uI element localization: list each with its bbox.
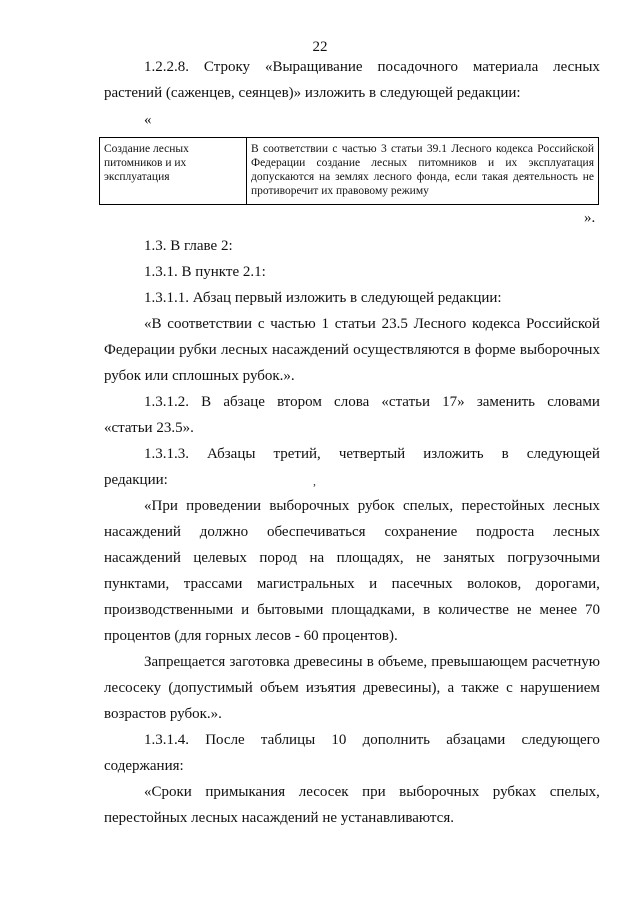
quote-2-line-4 xyxy=(104,574,600,594)
word: на xyxy=(309,550,325,566)
word: расчетную xyxy=(531,654,600,670)
open-quote: « xyxy=(144,112,152,128)
word: абзаце xyxy=(223,394,265,410)
word: и xyxy=(241,602,250,618)
word: четвертый xyxy=(338,446,406,462)
table-cell-name: Создание лесных питомников и их эксплуатация xyxy=(100,138,247,205)
page-number: 22 xyxy=(312,39,328,55)
word: с xyxy=(257,316,265,332)
word: должно xyxy=(199,524,249,540)
word: в xyxy=(423,602,431,618)
word: (допустимый xyxy=(168,680,253,696)
word: «В xyxy=(144,316,162,332)
word: 1.3.1.4. xyxy=(144,732,189,748)
word: 70 xyxy=(585,602,600,618)
quote-3-line-2 xyxy=(104,678,600,698)
word: дополнить xyxy=(362,732,431,748)
quote-2-line-5 xyxy=(104,600,600,620)
word: лесосек xyxy=(298,784,349,800)
word: дорогами, xyxy=(535,576,600,592)
quote-3-line-1 xyxy=(144,652,600,672)
word: не xyxy=(416,550,431,566)
word: 1.3.1.2. xyxy=(144,394,189,410)
word: менее xyxy=(539,602,578,618)
word: изложить xyxy=(423,446,484,462)
word: выборочных xyxy=(519,342,600,358)
para-1312-line-2: «статьи 23.5». xyxy=(104,420,194,436)
word: примыкания xyxy=(205,784,286,800)
word: 1.3.1.3. xyxy=(144,446,189,462)
word: пасечных xyxy=(391,576,453,592)
word: Российской xyxy=(526,316,600,332)
word: производственными xyxy=(104,602,234,618)
word: Абзацы xyxy=(207,446,256,462)
word: рубках xyxy=(492,784,537,800)
para-1313-line-1 xyxy=(144,444,600,464)
word: объеме, xyxy=(378,654,428,670)
quote-2-line-2 xyxy=(104,522,600,542)
word: следующего xyxy=(521,732,600,748)
word: статьи xyxy=(334,316,376,332)
para-1311: 1.3.1.1. Абзац первый изложить в следующей редакции: xyxy=(144,290,502,306)
word: 1.2.2.8. xyxy=(144,59,189,75)
quote-2-line-6: процентов (для горных лесов - 60 процентов). xyxy=(104,628,398,644)
word: перестойных xyxy=(461,498,545,514)
word: лесных xyxy=(220,342,268,358)
quote-3-line-3: возрастов рубок.». xyxy=(104,706,222,722)
para-1228-line-2: растений (саженцев, сеянцев)» изложить в следующей редакции: xyxy=(104,85,521,101)
quote-4-line-1 xyxy=(144,782,600,802)
word: также xyxy=(461,680,499,696)
word: выборочных xyxy=(269,498,350,514)
word: Запрещается xyxy=(144,654,226,670)
word: втором xyxy=(277,394,322,410)
para-1313-line-2: редакции: xyxy=(104,472,168,488)
quote-1-line-2 xyxy=(104,340,600,360)
para-1228-line-1 xyxy=(144,57,600,77)
word: осуществляются xyxy=(353,342,460,358)
word: таблицы xyxy=(260,732,316,748)
para-1312-line-1 xyxy=(144,392,600,412)
word: количестве xyxy=(438,602,509,618)
word: площадками, xyxy=(331,602,416,618)
word: сохранение xyxy=(384,524,458,540)
word: занятых xyxy=(443,550,495,566)
word: заготовка xyxy=(229,654,290,670)
word: и xyxy=(369,576,378,592)
word: а xyxy=(447,680,455,696)
word: словами xyxy=(547,394,600,410)
word: лесных xyxy=(553,498,600,514)
word: в xyxy=(463,342,471,358)
word: древесины xyxy=(294,654,363,670)
word: заменить xyxy=(476,394,536,410)
word: в xyxy=(501,446,509,462)
word: площадях, xyxy=(336,550,404,566)
word: в xyxy=(366,654,374,670)
word: целевых xyxy=(193,550,247,566)
word: спелых, xyxy=(403,498,454,514)
word: бытовыми xyxy=(257,602,324,618)
para-1314-line-1 xyxy=(144,730,600,750)
table-cell-text: В соответствии с частью 3 статьи 39.1 Лесного кодекса Российской Федерации создание лесных питомников и их эксплуатация допускаются на землях лесного фонда, если такая деятельность не противоречит их правовому режиму xyxy=(247,138,599,205)
word: лесных xyxy=(553,524,600,540)
quote-2-line-1 xyxy=(144,496,600,516)
word: «При xyxy=(144,498,178,514)
word: «Сроки xyxy=(144,784,192,800)
word: частью xyxy=(270,316,316,332)
word: Федерации xyxy=(104,342,175,358)
word: лесосеку xyxy=(104,680,162,696)
word: не xyxy=(516,602,532,618)
word: рубок xyxy=(357,498,395,514)
word: превышающем xyxy=(431,654,528,670)
word: абзацами xyxy=(446,732,506,748)
word: соответствии xyxy=(167,316,253,332)
heading-1-3: 1.3. В главе 2: xyxy=(144,238,233,254)
amendment-table xyxy=(99,137,599,205)
word: магистральных xyxy=(256,576,355,592)
word: 23.5 xyxy=(381,316,408,332)
quote-4-line-2: перестойных лесных насаждений не устанавливаются. xyxy=(104,810,454,826)
word: при xyxy=(362,784,386,800)
word: слова xyxy=(334,394,370,410)
word: После xyxy=(205,732,245,748)
word: с xyxy=(506,680,513,696)
word: 10 xyxy=(331,732,347,748)
word: следующей xyxy=(526,446,600,462)
para-1314-line-2: содержания: xyxy=(104,758,184,774)
word: трассами xyxy=(183,576,243,592)
table-row xyxy=(100,138,599,205)
word: посадочного xyxy=(377,59,458,75)
word: насаждений xyxy=(271,342,349,358)
stray-mark: , xyxy=(313,474,316,488)
word: третий, xyxy=(273,446,321,462)
word: 1 xyxy=(321,316,329,332)
word: рубки xyxy=(179,342,217,358)
word: Строку xyxy=(203,59,251,75)
word: насаждений xyxy=(104,550,181,566)
word: волоков, xyxy=(467,576,522,592)
word: насаждений xyxy=(104,524,181,540)
heading-1-3-1: 1.3.1. В пункте 2.1: xyxy=(144,264,266,280)
word: «статьи xyxy=(381,394,430,410)
word: пунктами, xyxy=(104,576,170,592)
close-quote: ». xyxy=(584,210,596,226)
word: выборочных xyxy=(399,784,480,800)
word: спелых, xyxy=(549,784,600,800)
quote-1-line-1 xyxy=(144,314,600,334)
word: В xyxy=(201,394,212,410)
quote-1-line-3: рубок или сплошных рубок.». xyxy=(104,368,295,384)
word: форме xyxy=(475,342,516,358)
quote-2-line-3 xyxy=(104,548,600,568)
word: кодекса xyxy=(471,316,521,332)
word: Лесного xyxy=(413,316,467,332)
word: изъятия xyxy=(305,680,356,696)
word: обеспечиваться xyxy=(266,524,366,540)
word: пород xyxy=(259,550,298,566)
word: объем xyxy=(260,680,299,696)
word: нарушением xyxy=(519,680,600,696)
word: проведении xyxy=(186,498,262,514)
word: подроста xyxy=(476,524,535,540)
word: 17» xyxy=(442,394,465,410)
word: погрузочными xyxy=(507,550,600,566)
word: «Выращивание xyxy=(264,59,363,75)
word: древесины), xyxy=(362,680,441,696)
word: лесных xyxy=(553,59,600,75)
word: материала xyxy=(472,59,539,75)
